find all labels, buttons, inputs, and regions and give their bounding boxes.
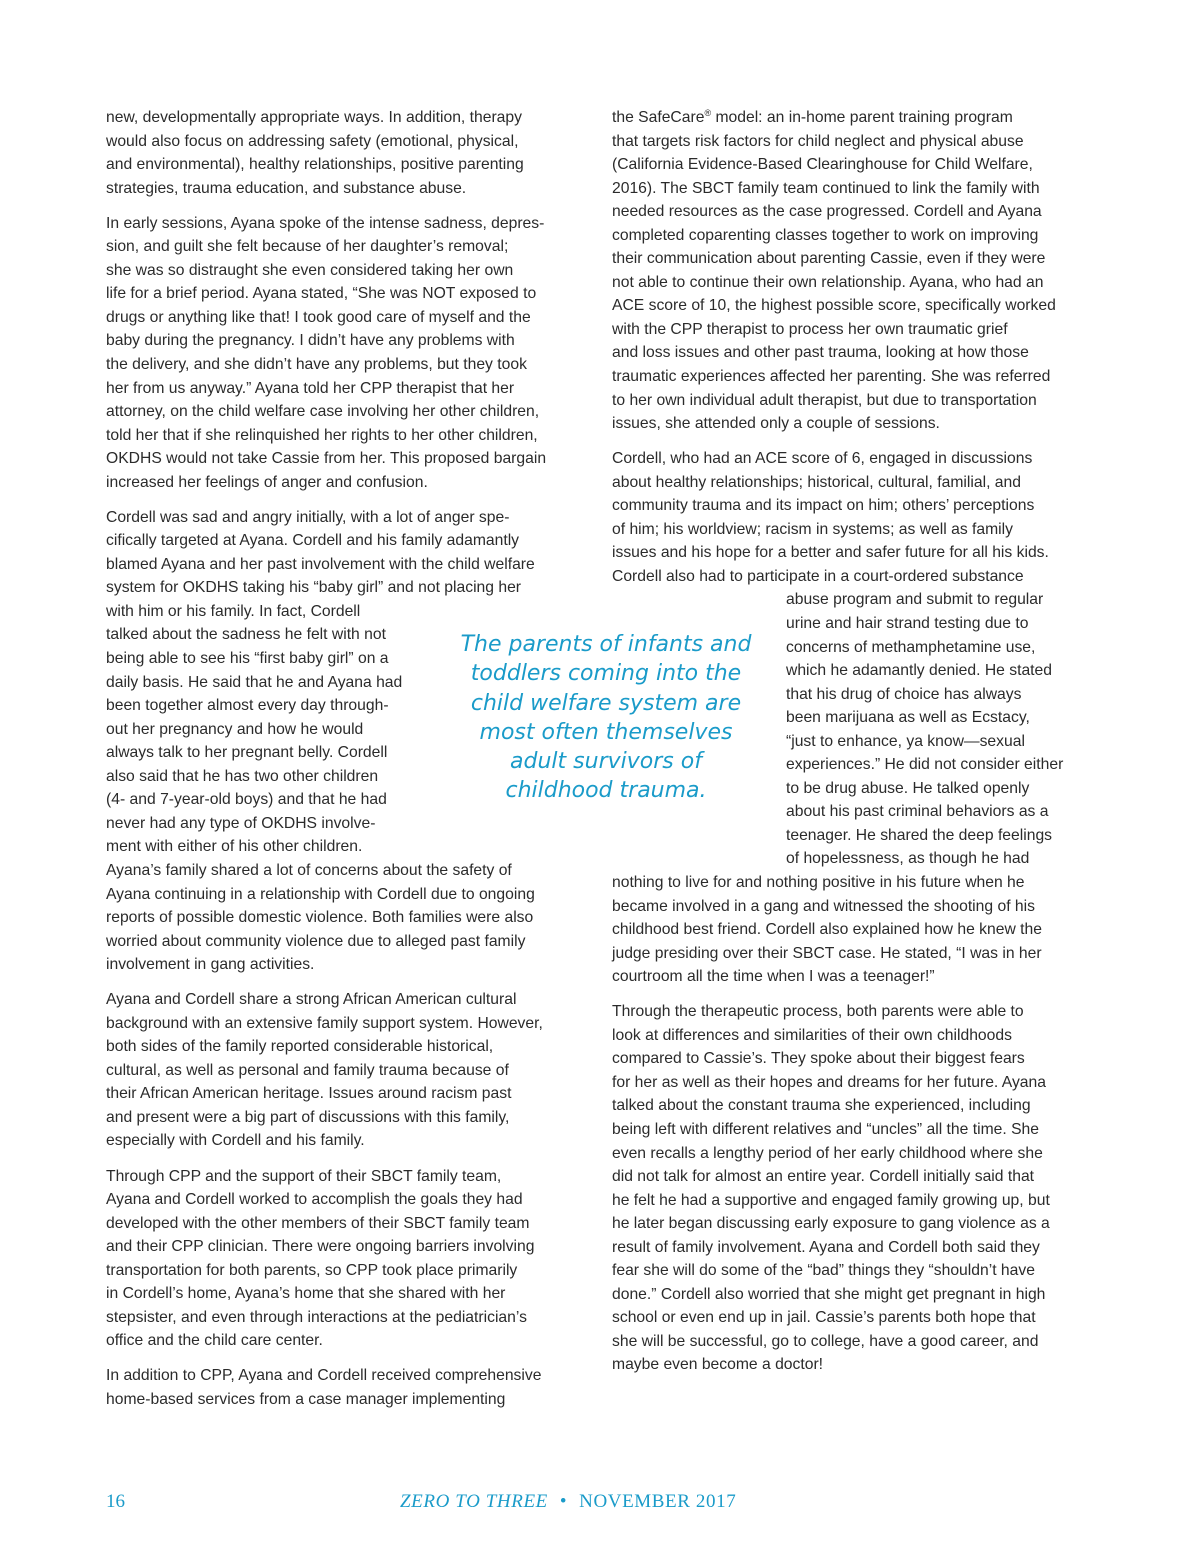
text-line: involvement in gang activities. bbox=[106, 956, 315, 974]
text-line: sion, and guilt she felt because of her daughter’s removal; bbox=[106, 238, 509, 256]
text-line: cultural, as well as personal and family trauma because of bbox=[106, 1061, 509, 1079]
text-line: Cordell also had to participate in a court-ordered substance bbox=[612, 567, 1024, 585]
text-line: talked about the sadness he felt with not bbox=[106, 626, 386, 644]
text-line: baby during the pregnancy. I didn’t have any problems with bbox=[106, 332, 515, 350]
text-line: Through the therapeutic process, both parents were able to bbox=[612, 1003, 1024, 1021]
text-line: teenager. He shared the deep feelings bbox=[786, 826, 1053, 844]
text-line: In addition to CPP, Ayana and Cordell received comprehensive bbox=[106, 1367, 542, 1385]
text-line: urine and hair strand testing due to bbox=[786, 614, 1029, 632]
text-line: Ayana and Cordell worked to accomplish the goals they had bbox=[106, 1191, 523, 1209]
paragraph bbox=[612, 106, 1096, 436]
text-line: and present were a big part of discussions with this family, bbox=[106, 1108, 510, 1126]
text-line: Ayana’s family shared a lot of concerns about the safety of bbox=[106, 861, 512, 879]
text-line: life for a brief period. Ayana stated, “She was NOT exposed to bbox=[106, 285, 537, 303]
paragraph bbox=[106, 1364, 586, 1411]
text-line: issues and his hope for a better and safer future for all his kids. bbox=[612, 544, 1049, 562]
text-line: he later began discussing early exposure to gang violence as a bbox=[612, 1215, 1050, 1233]
text-line: abuse program and submit to regular bbox=[786, 591, 1044, 609]
text-line: that targets risk factors for child neglect and physical abuse bbox=[612, 132, 1024, 150]
text-line: the delivery, and she didn’t have any problems, but they took bbox=[106, 355, 527, 373]
text-line: In early sessions, Ayana spoke of the intense sadness, depres- bbox=[106, 214, 545, 232]
text-line: fear she will do some of the “bad” things they “shouldn’t have bbox=[612, 1262, 1035, 1280]
line-group bbox=[612, 130, 1096, 436]
text-line: childhood trauma. bbox=[505, 778, 707, 804]
paragraph bbox=[106, 212, 586, 495]
text-line: “just to enhance, ya know—sexual bbox=[786, 732, 1025, 750]
text-line: of hopelessness, as though he had bbox=[786, 850, 1030, 868]
text-line: their African American heritage. Issues around racism past bbox=[106, 1085, 512, 1103]
text-line: OKDHS would not take Cassie from her. This proposed bargain bbox=[106, 450, 547, 468]
text-line: even recalls a lengthy period of her early childhood where she bbox=[612, 1144, 1043, 1162]
text-run: model: an in-home parent training program bbox=[711, 109, 1013, 126]
issue-date: NOVEMBER 2017 bbox=[579, 1491, 737, 1512]
text-line: experiences.” He did not consider either bbox=[786, 756, 1064, 774]
text-line: look at differences and similarities of their own childhoods bbox=[612, 1026, 1012, 1044]
text-line: drugs or anything like that! I took good care of myself and the bbox=[106, 308, 531, 326]
text-line: with him or his family. In fact, Cordell bbox=[106, 602, 361, 620]
text-line: school or even end up in jail. Cassie’s parents both hope that bbox=[612, 1309, 1036, 1327]
text-line: (4- and 7-year-old boys) and that he had bbox=[106, 791, 387, 809]
text-line: also said that he has two other children bbox=[106, 767, 379, 785]
text-line: nothing to live for and nothing positive in his future when he bbox=[612, 874, 1025, 891]
text-line: Cordell was sad and angry initially, with a lot of anger spe- bbox=[106, 508, 510, 526]
text-line: worried about community violence due to alleged past family bbox=[106, 932, 526, 950]
text-line: 2016). The SBCT family team continued to link the family with bbox=[612, 179, 1040, 197]
text-line: would also focus on addressing safety (emotional, physical, bbox=[106, 132, 519, 150]
text-line: being able to see his “first baby girl” on a bbox=[106, 650, 389, 668]
text-line: transportation for both parents, so CPP took place primarily bbox=[106, 1261, 518, 1279]
text-line: to her own individual adult therapist, but due to transportation bbox=[612, 391, 1037, 409]
text-line: completed coparenting classes together to work on improving bbox=[612, 226, 1039, 244]
publication-name: ZERO TO THREE bbox=[400, 1491, 548, 1512]
text-line: not able to continue their own relationship. Ayana, who had an bbox=[612, 273, 1044, 291]
paragraph bbox=[106, 1165, 586, 1353]
text-line: being left with different relatives and “uncles” all the time. She bbox=[612, 1120, 1039, 1138]
text-line: ment with either of his other children. bbox=[106, 838, 363, 856]
text-line: did not talk for almost an entire year. Cordell initially said that bbox=[612, 1168, 1035, 1186]
text-line: and their CPP clinician. There were ongoing barriers involving bbox=[106, 1238, 535, 1256]
text-line: about his past criminal behaviors as a bbox=[786, 803, 1049, 821]
text-line: most often themselves bbox=[479, 719, 733, 745]
text-line: strategies, trauma education, and substance abuse. bbox=[106, 179, 467, 197]
text-line: with the CPP therapist to process her own traumatic grief bbox=[612, 320, 1008, 338]
text-line: daily basis. He said that he and Ayana had bbox=[106, 673, 403, 691]
text-line: judge presiding over their SBCT case. He stated, “I was in her bbox=[612, 944, 1042, 962]
text-line: community trauma and its impact on him; others’ perceptions bbox=[612, 497, 1035, 515]
page-number: 16 bbox=[106, 1491, 125, 1512]
text-line: new, developmentally appropriate ways. In addition, therapy bbox=[106, 109, 522, 126]
text-line: and loss issues and other past trauma, looking at how those bbox=[612, 344, 1029, 362]
text-line: that his drug of choice has always bbox=[786, 685, 1022, 703]
paragraph bbox=[106, 106, 586, 200]
text-line: especially with Cordell and his family. bbox=[106, 1132, 365, 1150]
text-line: told her that if she relinquished her rights to her other children, bbox=[106, 426, 538, 444]
text-line: Ayana and Cordell share a strong African American cultural bbox=[106, 991, 517, 1009]
text-line: Cordell, who had an ACE score of 6, engaged in discussions bbox=[612, 450, 1033, 468]
text-line: been marijuana as well as Ecstacy, bbox=[786, 709, 1030, 727]
text-line: issues, she attended only a couple of sessions. bbox=[612, 415, 940, 433]
text-line: both sides of the family reported considerable historical, bbox=[106, 1038, 494, 1056]
text-line: about healthy relationships; historical, cultural, familial, and bbox=[612, 473, 1021, 491]
text-line: Through CPP and the support of their SBCT family team, bbox=[106, 1167, 502, 1185]
paragraph bbox=[106, 988, 586, 1153]
text-line: The parents of infants and bbox=[460, 632, 752, 657]
text-line: her from us anyway.” Ayana told her CPP therapist that her bbox=[106, 379, 515, 397]
text-line: background with an extensive family support system. However, bbox=[106, 1014, 543, 1032]
text-line: out her pregnancy and how he would bbox=[106, 720, 364, 738]
text-line: she was so distraught she even considered taking her own bbox=[106, 261, 514, 279]
text-line: childhood best friend. Cordell also explained how he knew the bbox=[612, 921, 1042, 939]
text-line: (California Evidence-Based Clearinghouse for Child Welfare, bbox=[612, 156, 1033, 174]
text-line bbox=[612, 106, 1096, 130]
text-line: and environmental), healthy relationships, positive parenting bbox=[106, 156, 524, 174]
text-line: reports of possible domestic violence. Both families were also bbox=[106, 909, 534, 927]
text-line: child welfare system are bbox=[470, 690, 742, 716]
text-line: talked about the constant trauma she experienced, including bbox=[612, 1097, 1031, 1115]
text-line: which he adamantly denied. He stated bbox=[786, 662, 1052, 680]
text-line: attorney, on the child welfare case involving her other children, bbox=[106, 403, 540, 421]
text-line: became involved in a gang and witnessed the shooting of his bbox=[612, 897, 1035, 915]
text-line: result of family involvement. Ayana and Cordell both said they bbox=[612, 1238, 1040, 1256]
text-line: adult survivors of bbox=[510, 749, 702, 775]
text-line: needed resources as the case progressed. Cordell and Ayana bbox=[612, 203, 1042, 221]
text-line: office and the child care center. bbox=[106, 1332, 323, 1350]
text-line: courtroom all the time when I was a teenager!” bbox=[612, 968, 935, 986]
footer-bullet: • bbox=[559, 1491, 568, 1512]
paragraph bbox=[612, 1000, 1096, 1377]
text-line: system for OKDHS taking his “baby girl” and not placing her bbox=[106, 579, 522, 597]
text-line: stepsister, and even through interactions at the pediatrician’s bbox=[106, 1308, 527, 1326]
registered-mark: ® bbox=[704, 107, 712, 118]
text-line: cifically targeted at Ayana. Cordell and his family adamantly bbox=[106, 532, 520, 550]
text-line: increased her feelings of anger and confusion. bbox=[106, 473, 428, 491]
text-line: ACE score of 10, the highest possible score, specifically worked bbox=[612, 297, 1056, 315]
text-line: been together almost every day through- bbox=[106, 697, 389, 715]
text-line: never had any type of OKDHS involve- bbox=[106, 814, 376, 832]
text-line: home-based services from a case manager implementing bbox=[106, 1390, 506, 1408]
text-line: he felt he had a supportive and engaged family growing up, but bbox=[612, 1191, 1050, 1209]
pull-quote bbox=[446, 630, 766, 806]
text-line: for her as well as their hopes and dreams for her future. Ayana bbox=[612, 1073, 1046, 1091]
text-line: maybe even become a doctor! bbox=[612, 1356, 824, 1374]
text-run: the SafeCare bbox=[612, 109, 705, 126]
text-line: Ayana continuing in a relationship with Cordell due to ongoing bbox=[106, 885, 535, 903]
text-line: always talk to her pregnant belly. Cordell bbox=[106, 744, 388, 762]
text-line: concerns of methamphetamine use, bbox=[786, 638, 1036, 656]
running-footer bbox=[400, 1491, 800, 1513]
text-line: she will be successful, go to college, have a good career, and bbox=[612, 1332, 1039, 1350]
text-line: to be drug abuse. He talked openly bbox=[786, 779, 1030, 797]
text-line: in Cordell’s home, Ayana’s home that she shared with her bbox=[106, 1285, 506, 1303]
text-line: traumatic experiences affected her parenting. She was referred bbox=[612, 368, 1051, 386]
text-line: done.” Cordell also worried that she might get pregnant in high bbox=[612, 1285, 1046, 1303]
text-line: blamed Ayana and her past involvement with the child welfare bbox=[106, 555, 535, 573]
text-line: toddlers coming into the bbox=[470, 661, 742, 687]
text-line: compared to Cassie’s. They spoke about their biggest fears bbox=[612, 1050, 1025, 1068]
text-line: their communication about parenting Cassie, even if they were bbox=[612, 250, 1046, 268]
text-line: of him; his worldview; racism in systems; as well as family bbox=[612, 520, 1013, 538]
text-line: developed with the other members of their SBCT family team bbox=[106, 1214, 530, 1232]
